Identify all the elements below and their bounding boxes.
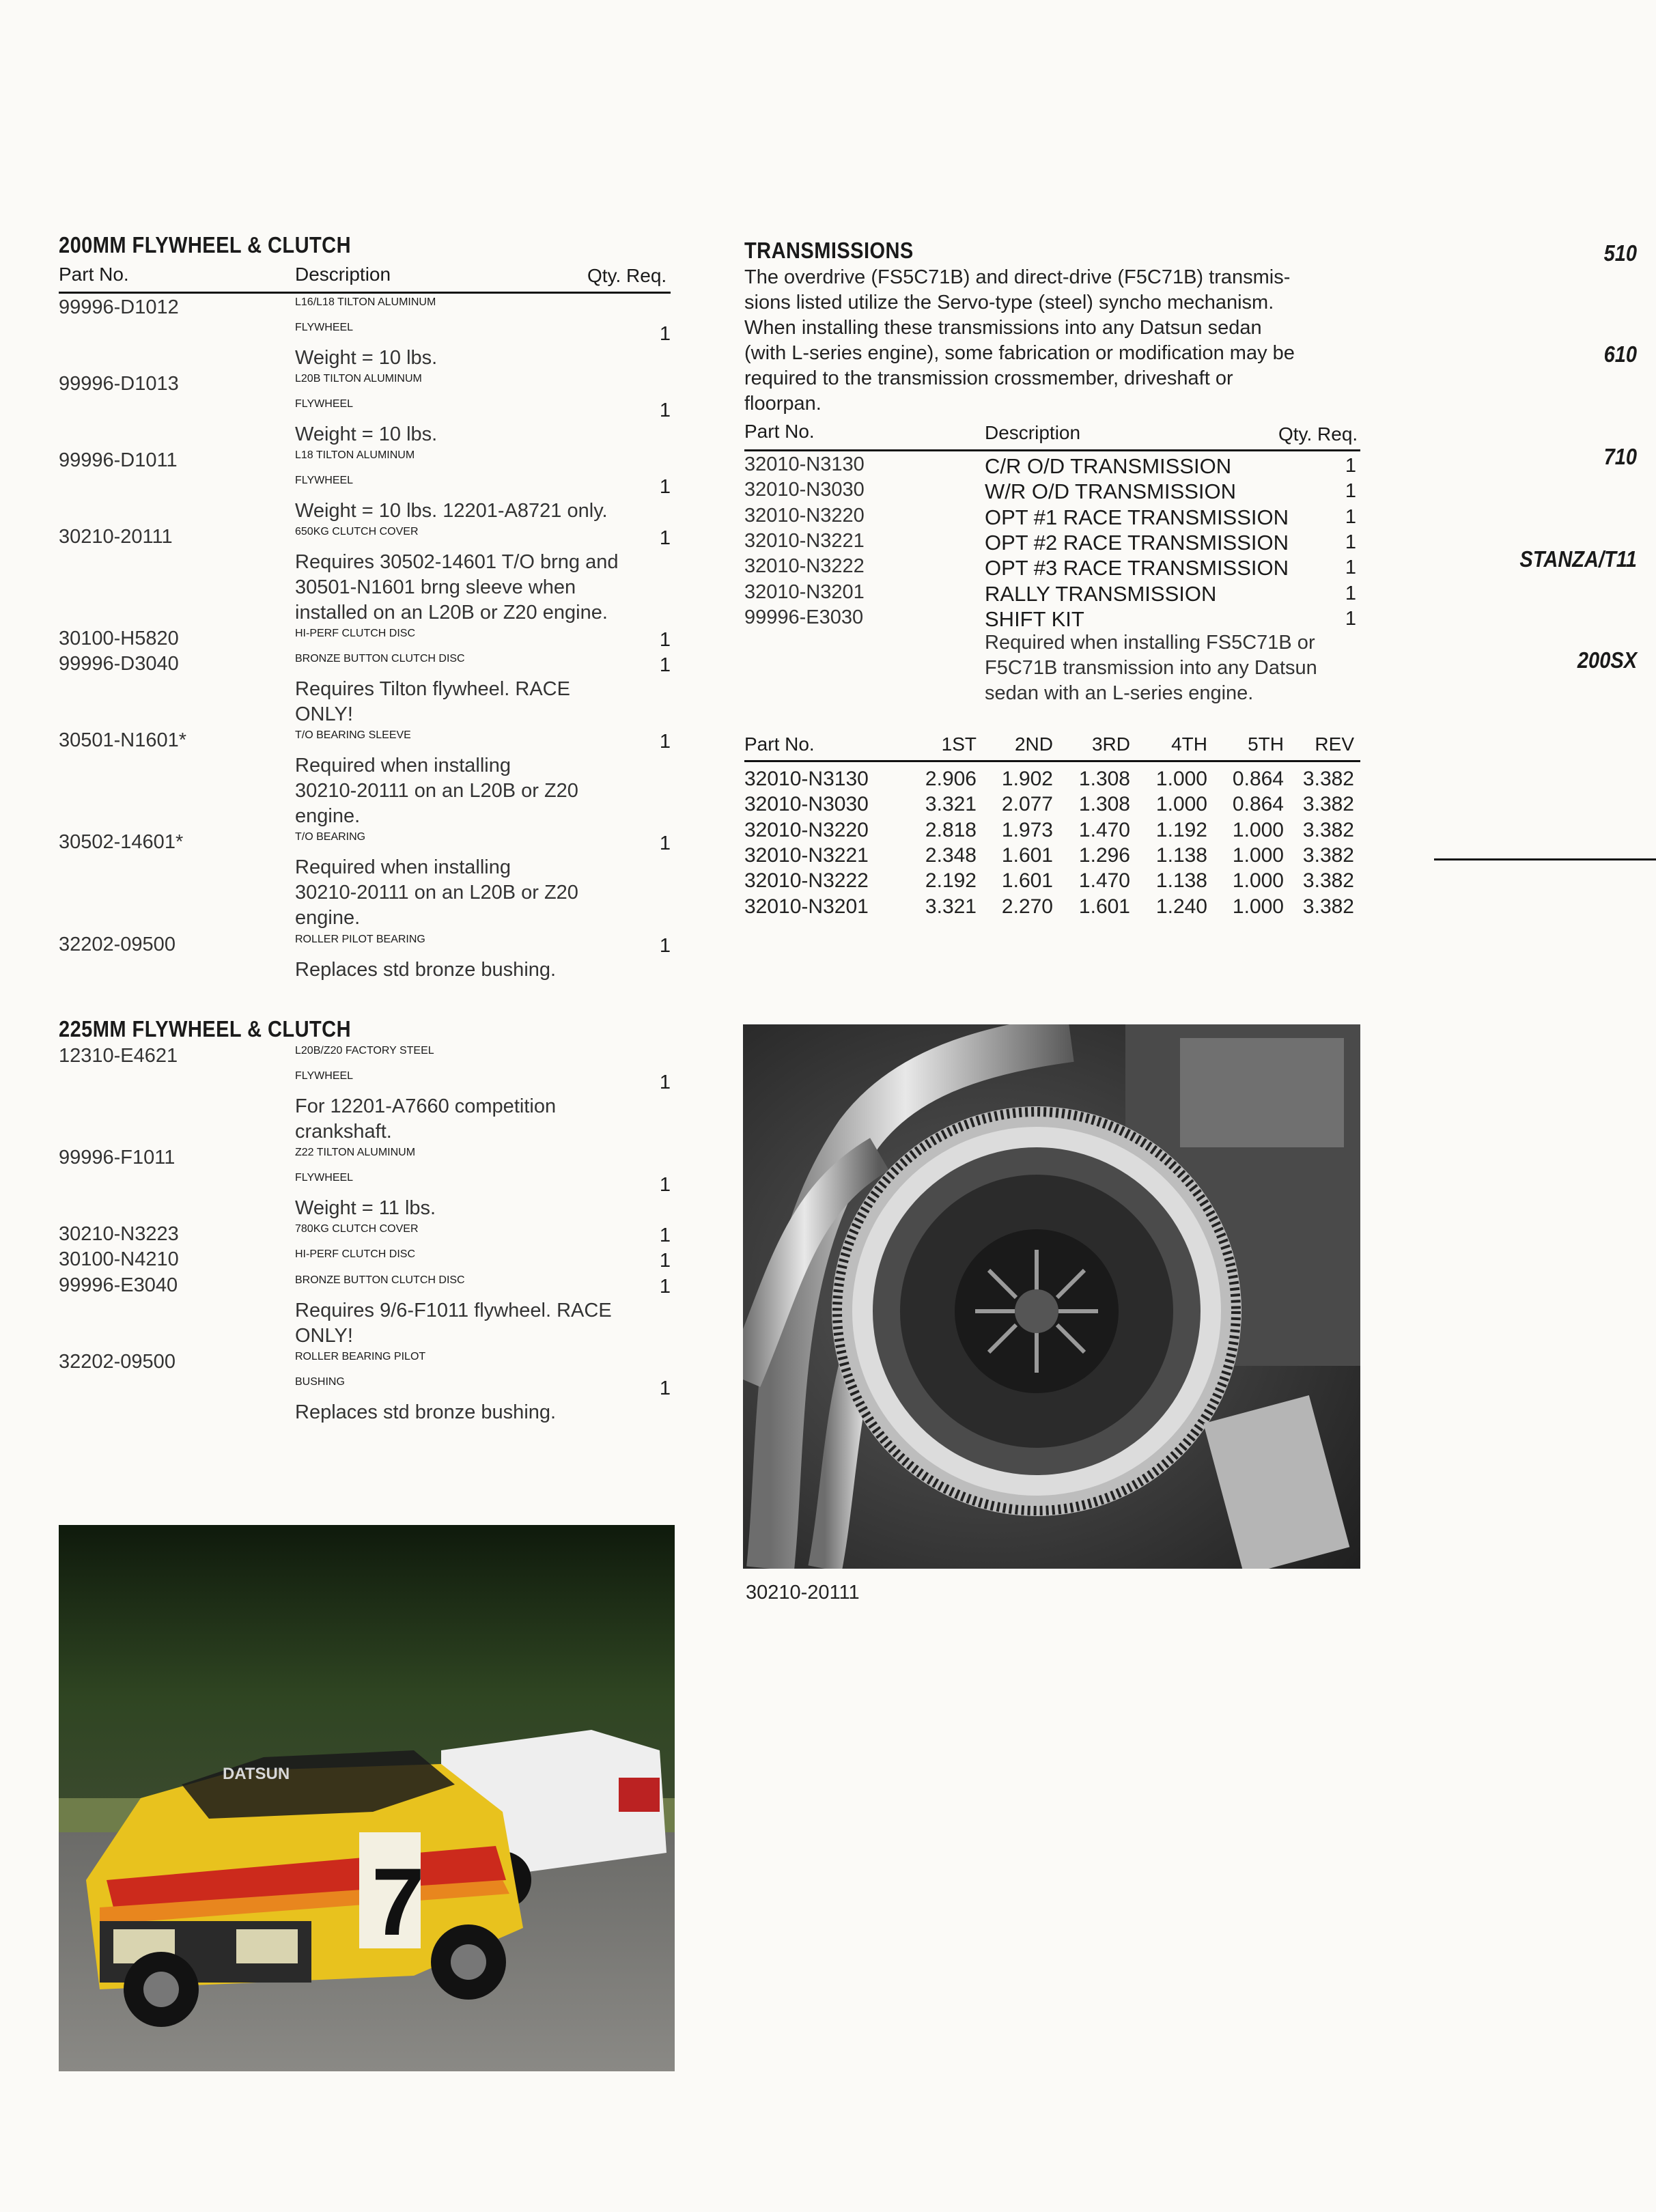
description-note: Requires 30502-14601 T/O brng and — [295, 550, 619, 573]
qty-required: 1 — [659, 400, 671, 422]
qty-required: 1 — [659, 476, 671, 499]
description-line: T/O BEARING — [295, 831, 366, 843]
description-line: L20B TILTON ALUMINUM — [295, 372, 422, 384]
description-line: L18 TILTON ALUMINUM — [295, 449, 415, 461]
ratio-row — [744, 817, 1360, 843]
col-header-description: Description — [295, 264, 391, 285]
part-number: 32010-N3220 — [744, 504, 865, 527]
description-line: FLYWHEEL — [295, 397, 354, 410]
part-number: 99996-D1011 — [59, 449, 178, 471]
side-tab-stanza-t11: STANZA/T11 — [1519, 546, 1637, 572]
qty-required: 1 — [659, 1275, 671, 1298]
description-note: engine. — [295, 805, 361, 828]
description-note: crankshaft. — [295, 1121, 392, 1143]
description-line: L20B/Z20 FACTORY STEEL — [295, 1045, 434, 1056]
intro-line: (with L-series engine), some fabrication or modification may be — [744, 342, 1295, 364]
part-number: 32010-N3030 — [744, 479, 865, 501]
race-car-graphic — [59, 1525, 675, 2071]
ratio-value: 2.192 — [925, 869, 977, 893]
ratio-part-number: 32010-N3201 — [744, 895, 869, 918]
transmission-description: OPT #2 RACE TRANSMISSION — [985, 530, 1289, 555]
part-number: 30502-14601* — [59, 831, 184, 854]
part-number: 30100-H5820 — [59, 627, 179, 649]
part-number: 32202-09500 — [59, 1350, 176, 1373]
description-note: Requires Tilton flywheel. RACE — [295, 678, 570, 701]
ratio-value: 1.296 — [1078, 843, 1130, 867]
ratio-value: 1.902 — [1001, 768, 1053, 790]
description-line: BRONZE BUTTON CLUTCH DISC — [295, 1274, 465, 1286]
photo-caption: 30210-20111 — [746, 1582, 860, 1604]
ratio-row — [744, 868, 1360, 893]
ratio-value: 1.138 — [1155, 869, 1207, 893]
description-note: For 12201-A7660 competition — [295, 1095, 557, 1117]
car-door-number: 7 — [371, 1848, 425, 1955]
col-header-part-no: Part No. — [59, 264, 129, 285]
ratio-row — [744, 843, 1360, 868]
description-note: Weight = 10 lbs. — [295, 347, 438, 369]
qty-required: 1 — [659, 1377, 671, 1399]
part-number: 32010-N3130 — [744, 453, 865, 475]
description-note: engine. — [295, 907, 361, 929]
description-note: Weight = 10 lbs. — [295, 423, 438, 445]
description-line: BUSHING — [295, 1375, 345, 1388]
description-note: 30210-20111 on an L20B or Z20 — [295, 882, 578, 904]
qty-required: 1 — [1345, 607, 1356, 630]
part-description — [295, 729, 578, 830]
description-note: ONLY! — [295, 1324, 353, 1347]
section-title-225mm: 225MM FLYWHEEL & CLUTCH — [59, 1016, 352, 1041]
qty-required: 1 — [659, 654, 671, 677]
part-description — [295, 1045, 556, 1146]
header-rule — [59, 292, 671, 294]
transmissions-table — [744, 453, 1360, 713]
ratio-part-number: 32010-N3130 — [744, 768, 869, 790]
ratio-header-part-no: Part No. — [744, 733, 815, 755]
part-number: 32202-09500 — [59, 933, 176, 955]
description-line: L16/L18 TILTON ALUMINUM — [295, 296, 436, 308]
part-description — [295, 1274, 612, 1350]
ratio-value: 0.864 — [1232, 793, 1284, 816]
qty-required: 1 — [659, 628, 671, 651]
shift-kit-note — [985, 632, 1317, 708]
qty-required: 1 — [659, 731, 671, 753]
transmission-description: RALLY TRANSMISSION — [985, 581, 1217, 606]
ratio-value: 1.973 — [1001, 818, 1053, 841]
transmission-description: C/R O/D TRANSMISSION — [985, 454, 1232, 478]
parts-table-225mm — [59, 1045, 671, 1434]
description-line: FLYWHEEL — [295, 1172, 354, 1184]
part-description — [295, 831, 578, 932]
intro-line: floorpan. — [744, 393, 822, 415]
ratio-value: 1.000 — [1232, 818, 1284, 841]
description-line: HI-PERF CLUTCH DISC — [295, 627, 416, 639]
description-note: 30501-N1601 brng sleeve when — [295, 576, 576, 598]
part-number: 30210-N3223 — [59, 1223, 179, 1246]
ratio-value: 3.382 — [1302, 768, 1354, 790]
ratio-value: 1.000 — [1155, 793, 1207, 816]
ratio-part-number: 32010-N3220 — [744, 818, 869, 841]
ratio-value: 2.818 — [925, 818, 977, 841]
qty-required: 1 — [659, 934, 671, 957]
description-line: FLYWHEEL — [295, 1070, 354, 1082]
part-number: 99996-E3040 — [59, 1274, 178, 1296]
ratio-value: 1.308 — [1078, 768, 1130, 790]
part-number: 30100-N4210 — [59, 1248, 179, 1271]
part-number: 32010-N3222 — [744, 555, 865, 578]
ratio-value: 3.382 — [1302, 793, 1354, 816]
ratio-header-rev: REV — [1315, 733, 1354, 755]
description-note: Required when installing — [295, 755, 511, 777]
part-number: 99996-D3040 — [59, 653, 179, 675]
ratio-value: 3.321 — [925, 895, 977, 918]
clutch-photo — [743, 1024, 1360, 1569]
description-line: 780KG CLUTCH COVER — [295, 1223, 419, 1235]
description-note: Weight = 10 lbs. 12201-A8721 only. — [295, 499, 608, 522]
section-title-transmissions: TRANSMISSIONS — [744, 238, 914, 263]
qty-required: 1 — [659, 1072, 671, 1094]
parts-table-200mm — [59, 296, 671, 986]
side-tab-710: 710 — [1603, 444, 1637, 469]
ratio-value: 3.382 — [1302, 818, 1354, 841]
part-description — [295, 296, 437, 372]
description-line: ROLLER BEARING PILOT — [295, 1350, 426, 1362]
description-note: ONLY! — [295, 703, 353, 726]
transmission-description: OPT #1 RACE TRANSMISSION — [985, 505, 1289, 529]
transmission-description: OPT #3 RACE TRANSMISSION — [985, 556, 1289, 580]
qty-required: 1 — [1345, 531, 1356, 553]
ratio-header-2nd: 2ND — [1014, 733, 1053, 755]
part-description — [295, 1223, 419, 1248]
description-note: installed on an L20B or Z20 engine. — [295, 601, 608, 624]
intro-line: required to the transmission crossmember, driveshaft or — [744, 367, 1233, 389]
description-note: 30210-20111 on an L20B or Z20 — [295, 780, 578, 802]
ratio-value: 1.308 — [1078, 793, 1130, 816]
car-hood-lettering: DATSUN — [223, 1765, 290, 1783]
note-line: Required when installing FS5C71B or — [985, 632, 1315, 654]
description-line: FLYWHEEL — [295, 474, 354, 486]
clutch-photo-graphic — [743, 1024, 1360, 1569]
part-description — [295, 1351, 556, 1427]
part-number: 99996-F1011 — [59, 1147, 176, 1169]
ratio-row — [744, 894, 1360, 919]
side-tab-rule — [1434, 858, 1656, 860]
side-tab-200sx: 200SX — [1577, 647, 1637, 673]
qty-required: 1 — [659, 1224, 671, 1247]
ratio-header-5th: 5TH — [1248, 733, 1284, 755]
part-number: 99996-D1012 — [59, 296, 179, 318]
part-number: 32010-N3221 — [744, 529, 865, 552]
race-car-photo — [59, 1525, 675, 2071]
ratio-value: 3.321 — [925, 793, 977, 816]
part-description — [295, 653, 570, 729]
ratio-value: 1.601 — [1001, 869, 1053, 893]
description-note: Requires 9/6-F1011 flywheel. RACE — [295, 1299, 612, 1321]
note-line: F5C71B transmission into any Datsun — [985, 657, 1317, 680]
transmission-description: SHIFT KIT — [985, 606, 1084, 631]
ratio-value: 1.000 — [1155, 768, 1207, 790]
description-line: BRONZE BUTTON CLUTCH DISC — [295, 653, 465, 665]
side-tab-510: 510 — [1603, 240, 1637, 266]
ratio-header-1st: 1ST — [941, 733, 977, 755]
gear-ratio-table — [744, 733, 1360, 932]
note-line: sedan with an L-series engine. — [985, 682, 1254, 705]
part-description — [295, 449, 608, 525]
ratio-value: 1.601 — [1001, 843, 1053, 867]
part-number: 32010-N3201 — [744, 580, 865, 603]
ratio-header-rule — [744, 760, 1360, 762]
description-line: HI-PERF CLUTCH DISC — [295, 1248, 416, 1261]
part-number: 30210-20111 — [59, 525, 173, 548]
qty-required: 1 — [1345, 505, 1356, 528]
qty-required: 1 — [1345, 582, 1356, 604]
part-description — [295, 1248, 415, 1274]
qty-required: 1 — [659, 527, 671, 549]
description-line: T/O BEARING SLEEVE — [295, 729, 411, 742]
trans-col-header-description: Description — [985, 422, 1081, 443]
description-note: Required when installing — [295, 856, 511, 879]
description-line: 650KG CLUTCH COVER — [295, 525, 419, 537]
transmissions-intro — [744, 265, 1295, 417]
ratio-value: 1.470 — [1078, 818, 1130, 841]
ratio-value: 0.864 — [1232, 768, 1284, 790]
ratio-part-number: 32010-N3222 — [744, 869, 869, 893]
part-description — [295, 628, 415, 653]
section-title-200mm: 200MM FLYWHEEL & CLUTCH — [59, 232, 352, 257]
description-line: Z22 TILTON ALUMINUM — [295, 1147, 416, 1159]
part-description — [295, 373, 437, 449]
part-description — [295, 1147, 436, 1222]
intro-line: The overdrive (FS5C71B) and direct-drive (F5C71B) transmis- — [744, 266, 1291, 288]
ratio-value: 3.382 — [1302, 895, 1354, 918]
ratio-part-number: 32010-N3221 — [744, 843, 869, 867]
ratio-value: 1.192 — [1155, 818, 1207, 841]
ratio-value: 1.000 — [1232, 843, 1284, 867]
trans-col-header-part-no: Part No. — [744, 421, 815, 442]
description-note: Replaces std bronze bushing. — [295, 1401, 557, 1423]
part-number: 30501-N1601* — [59, 729, 187, 752]
qty-required: 1 — [1345, 455, 1356, 477]
ratio-value: 1.138 — [1155, 843, 1207, 867]
ratio-row — [744, 766, 1360, 792]
ratio-value: 3.382 — [1302, 869, 1354, 893]
part-description — [295, 934, 556, 984]
description-line: FLYWHEEL — [295, 322, 354, 333]
ratio-value: 1.470 — [1078, 869, 1130, 893]
ratio-value: 1.000 — [1232, 895, 1284, 918]
ratio-part-number: 32010-N3030 — [744, 793, 869, 816]
ratio-value: 1.601 — [1078, 895, 1130, 918]
trans-header-rule — [744, 449, 1360, 451]
part-number: 99996-D1013 — [59, 372, 179, 395]
description-note: Weight = 11 lbs. — [295, 1197, 436, 1220]
intro-line: When installing these transmissions into any Datsun sedan — [744, 317, 1262, 339]
qty-required: 1 — [1345, 557, 1356, 579]
side-tab-610: 610 — [1603, 341, 1637, 367]
transmission-description: W/R O/D TRANSMISSION — [985, 479, 1237, 504]
ratio-value: 1.240 — [1155, 895, 1207, 918]
qty-required: 1 — [1345, 480, 1356, 503]
qty-required: 1 — [659, 323, 671, 346]
trans-col-header-qty: Qty. Req. — [1278, 423, 1358, 445]
ratio-row — [744, 792, 1360, 817]
description-note: Replaces std bronze bushing. — [295, 958, 557, 981]
ratio-value: 3.382 — [1302, 843, 1354, 867]
ratio-value: 2.906 — [925, 768, 977, 790]
qty-required: 1 — [659, 832, 671, 855]
description-line: ROLLER PILOT BEARING — [295, 933, 425, 945]
qty-required: 1 — [659, 1250, 671, 1272]
col-header-qty: Qty. Req. — [587, 265, 667, 286]
ratio-header-3rd: 3RD — [1091, 733, 1130, 755]
ratio-value: 2.348 — [925, 843, 977, 867]
qty-required: 1 — [659, 1173, 671, 1196]
ratio-value: 1.000 — [1232, 869, 1284, 893]
part-description — [295, 526, 618, 627]
intro-line: sions listed utilize the Servo-type (steel) syncho mechanism. — [744, 292, 1274, 313]
part-number: 99996-E3030 — [744, 606, 864, 628]
ratio-header-4th: 4TH — [1171, 733, 1207, 755]
ratio-value: 2.270 — [1001, 895, 1053, 918]
part-number: 12310-E4621 — [59, 1045, 178, 1067]
ratio-value: 2.077 — [1001, 793, 1053, 816]
